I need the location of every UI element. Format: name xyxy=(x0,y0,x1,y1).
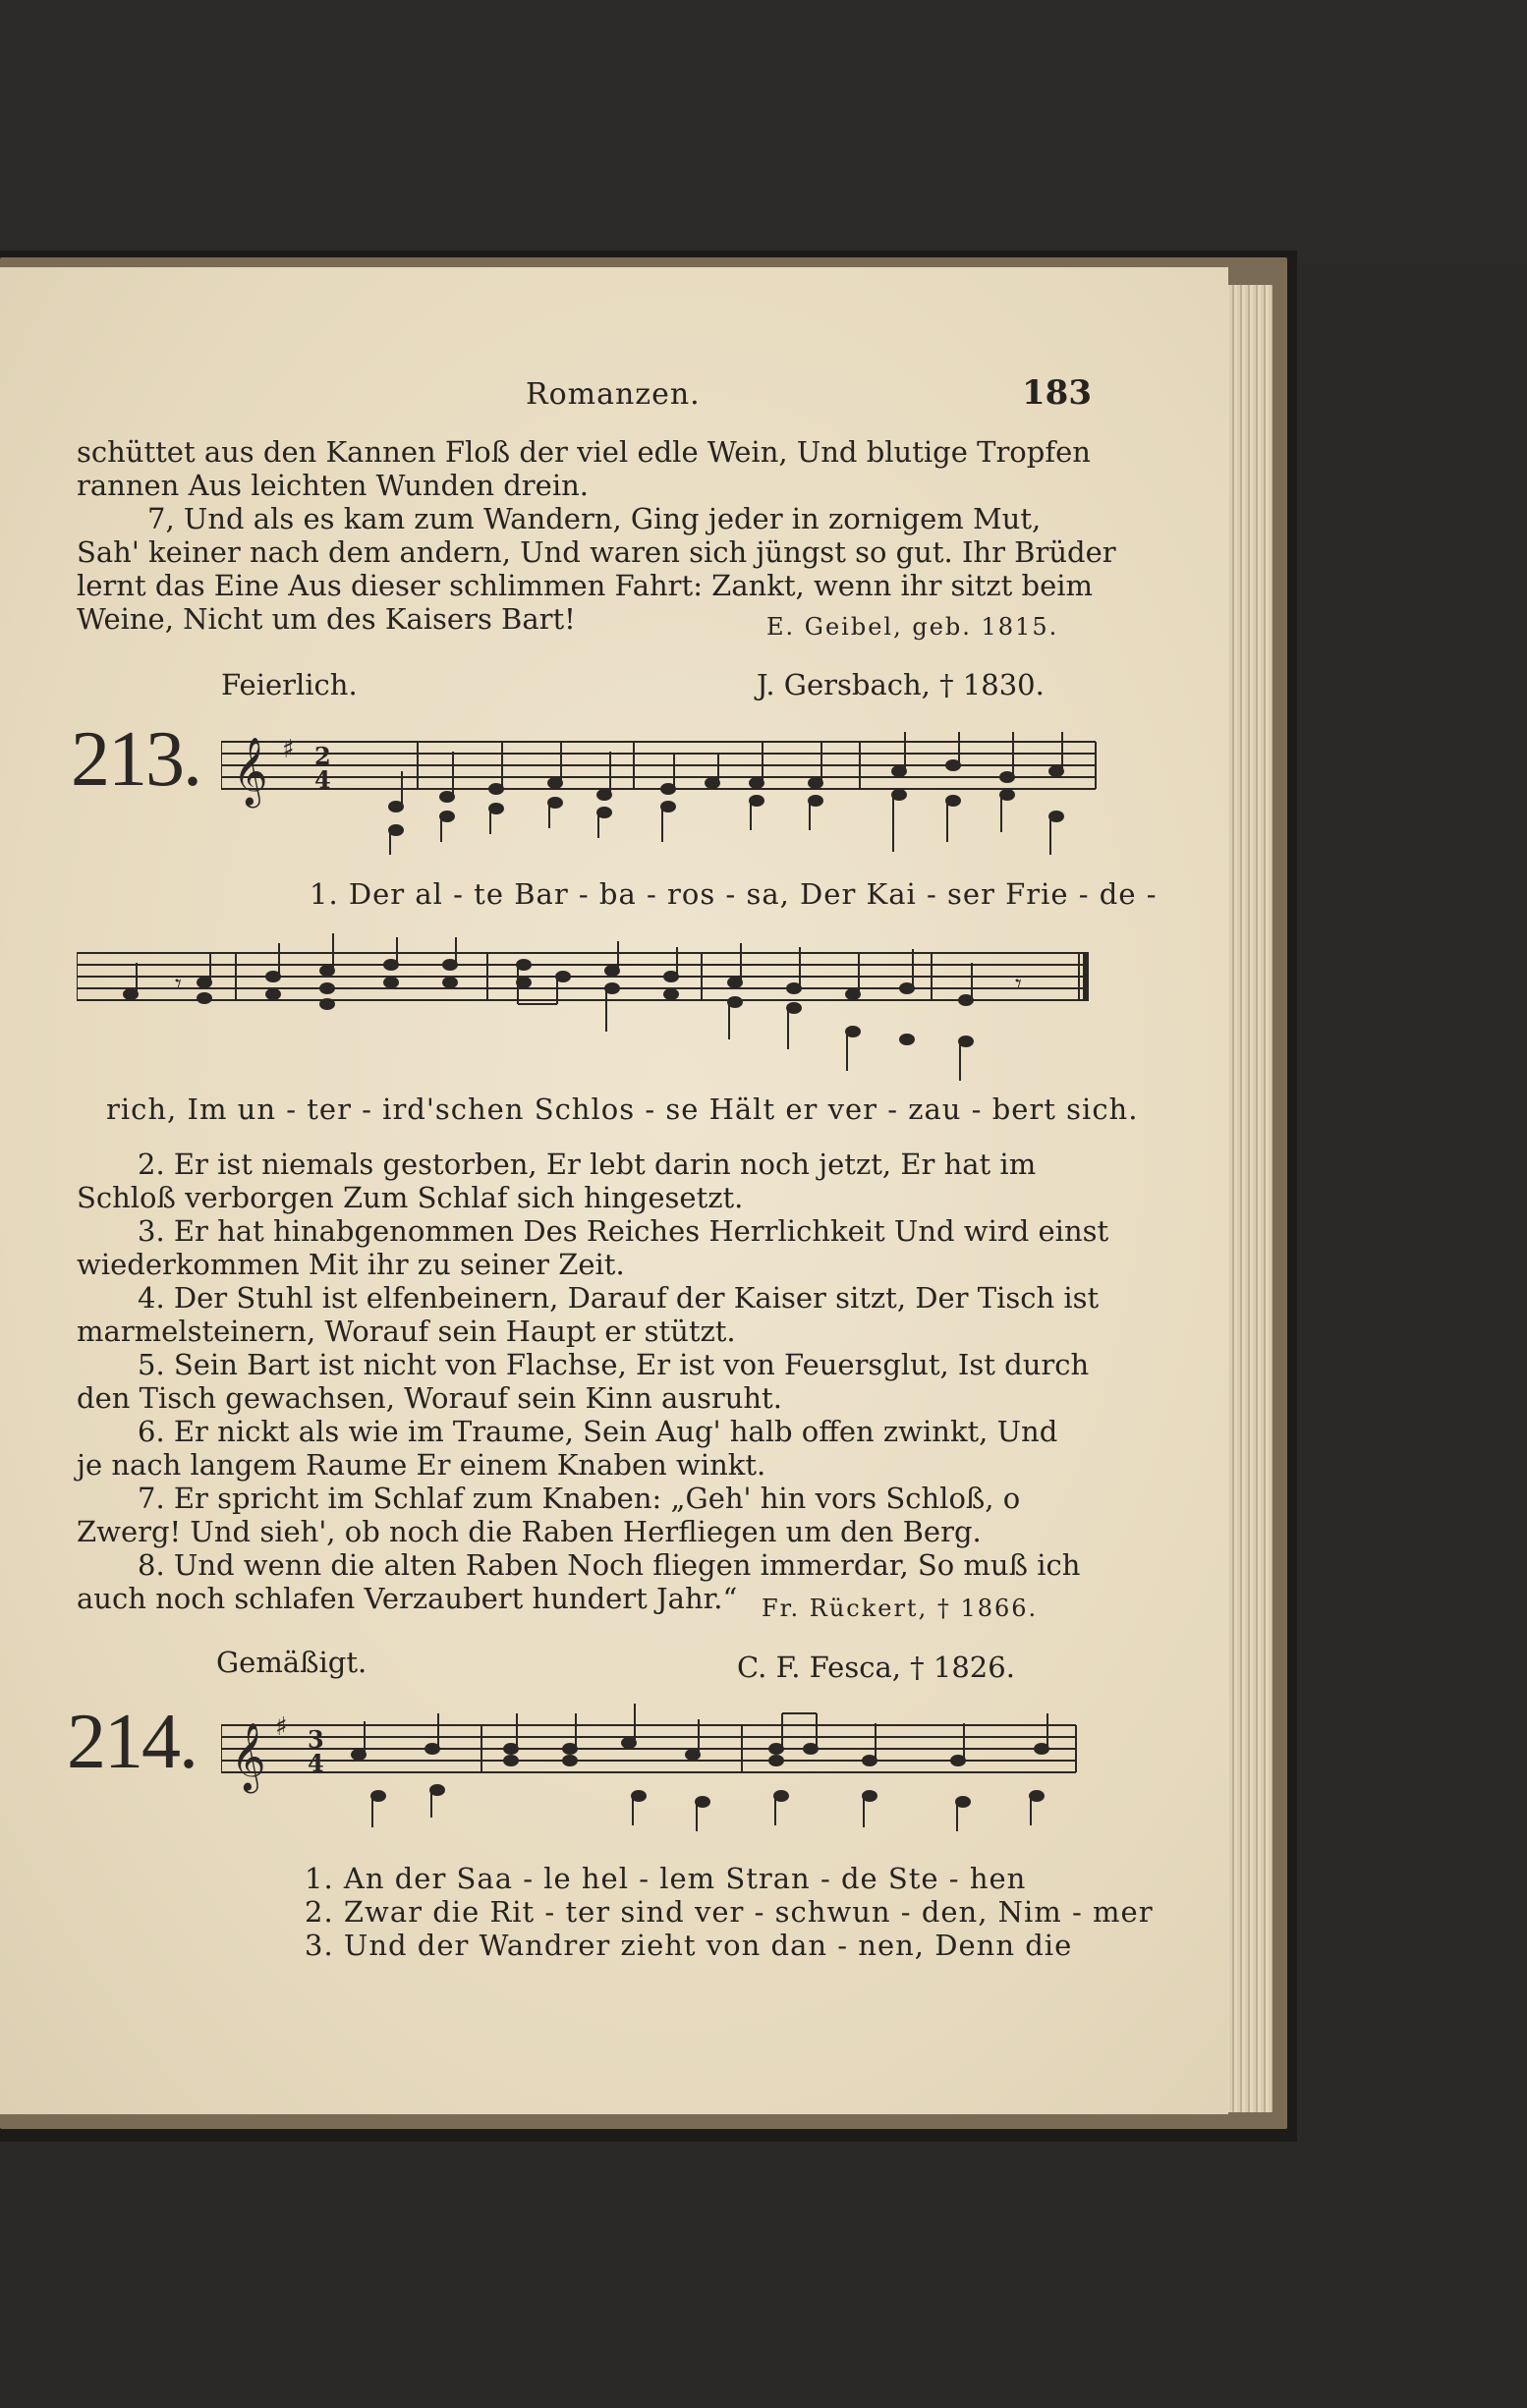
song-number: 213. xyxy=(71,716,200,803)
verse-line: 3. Er hat hinabgenommen Des Reiches Herrlichkeit Und wird einst xyxy=(138,1214,1109,1248)
svg-text:𝄞: 𝄞 xyxy=(233,737,268,806)
svg-text:♯: ♯ xyxy=(282,735,295,764)
verse-line: 4. Der Stuhl ist elfenbeinern, Darauf der Kaiser sitzt, Der Tisch ist xyxy=(138,1281,1100,1315)
composer: C. F. Fesca, † 1826. xyxy=(737,1651,1015,1684)
verse-line: Zwerg! Und sieh', ob noch die Raben Herfliegen um den Berg. xyxy=(77,1515,982,1548)
svg-text:3: 3 xyxy=(308,1725,324,1754)
lyrics-line: 1. An der Saa - le hel - lem Stran - de Ste - hen xyxy=(305,1862,1027,1895)
verse-line: 5. Sein Bart ist nicht von Flachse, Er ist von Feuersglut, Ist durch xyxy=(138,1348,1090,1381)
text-line: schüttet aus den Kannen Floß der viel edle Wein, Und blutige Tropfen xyxy=(77,435,1091,469)
verse-line: auch noch schlafen Verzaubert hundert Jahr.“ xyxy=(77,1582,738,1615)
music-staff-213-2 xyxy=(77,933,1099,1091)
text-line: Sah' keiner nach dem andern, Und waren sich jüngst so gut. Ihr Brüder xyxy=(77,535,1116,569)
tempo-marking: Feierlich. xyxy=(221,668,358,701)
svg-text:𝄾: 𝄾 xyxy=(175,970,182,999)
lyrics-line: rich, Im un - ter - ird'schen Schlos - se Hält er ver - zau - bert sich. xyxy=(106,1092,1139,1126)
text-line: Weine, Nicht um des Kaisers Bart! xyxy=(77,602,576,636)
svg-text:2: 2 xyxy=(314,742,331,770)
verse-line: 7. Er spricht im Schlaf zum Knaben: „Geh' hin vors Schloß, o xyxy=(138,1482,1021,1515)
lyrics-line: 1. Der al - te Bar - ba - ros - sa, Der Kai - ser Frie - de - xyxy=(310,877,1158,911)
text-line: rannen Aus leichten Wunden drein. xyxy=(77,469,589,502)
dark-background xyxy=(0,0,1527,265)
svg-text:4: 4 xyxy=(314,765,331,794)
tempo-marking: Gemäßigt. xyxy=(216,1646,368,1679)
svg-text:♯: ♯ xyxy=(275,1712,288,1742)
music-staff-213-1 xyxy=(221,732,1105,869)
verse-line: wiederkommen Mit ihr zu seiner Zeit. xyxy=(77,1248,625,1281)
music-staff-214 xyxy=(221,1700,1086,1847)
attribution: E. Geibel, geb. 1815. xyxy=(766,613,1059,641)
composer: J. Gersbach, † 1830. xyxy=(757,668,1045,701)
verse-line: je nach langem Raume Er einem Knaben winkt. xyxy=(77,1448,766,1482)
lyrics-line: 2. Zwar die Rit - ter sind ver - schwun - den, Nim - mer xyxy=(305,1895,1154,1929)
svg-text:4: 4 xyxy=(308,1749,324,1777)
attribution: Fr. Rückert, † 1866. xyxy=(762,1595,1039,1622)
lyrics-line: 3. Und der Wandrer zieht von dan - nen, Denn die xyxy=(305,1929,1073,1962)
text-line: 7, Und als es kam zum Wandern, Ging jeder in zornigem Mut, xyxy=(147,502,1042,535)
running-head: Romanzen. xyxy=(526,377,701,412)
svg-text:𝄞: 𝄞 xyxy=(231,1722,266,1791)
verse-line: Schloß verborgen Zum Schlaf sich hingesetzt. xyxy=(77,1181,744,1214)
text-line: lernt das Eine Aus dieser schlimmen Fahrt: Zankt, wenn ihr sitzt beim xyxy=(77,569,1094,602)
verse-line: den Tisch gewachsen, Worauf sein Kinn ausruht. xyxy=(77,1381,782,1415)
verse-line: 2. Er ist niemals gestorben, Er lebt darin noch jetzt, Er hat im xyxy=(138,1148,1037,1181)
song-number: 214. xyxy=(67,1699,197,1785)
svg-text:𝄾: 𝄾 xyxy=(1015,970,1022,999)
verse-line: 8. Und wenn die alten Raben Noch fliegen immerdar, So muß ich xyxy=(138,1548,1081,1582)
verse-line: marmelsteinern, Worauf sein Haupt er stützt. xyxy=(77,1315,736,1348)
page-number: 183 xyxy=(1022,373,1092,413)
verse-line: 6. Er nickt als wie im Traume, Sein Aug' halb offen zwinkt, Und xyxy=(138,1415,1058,1448)
